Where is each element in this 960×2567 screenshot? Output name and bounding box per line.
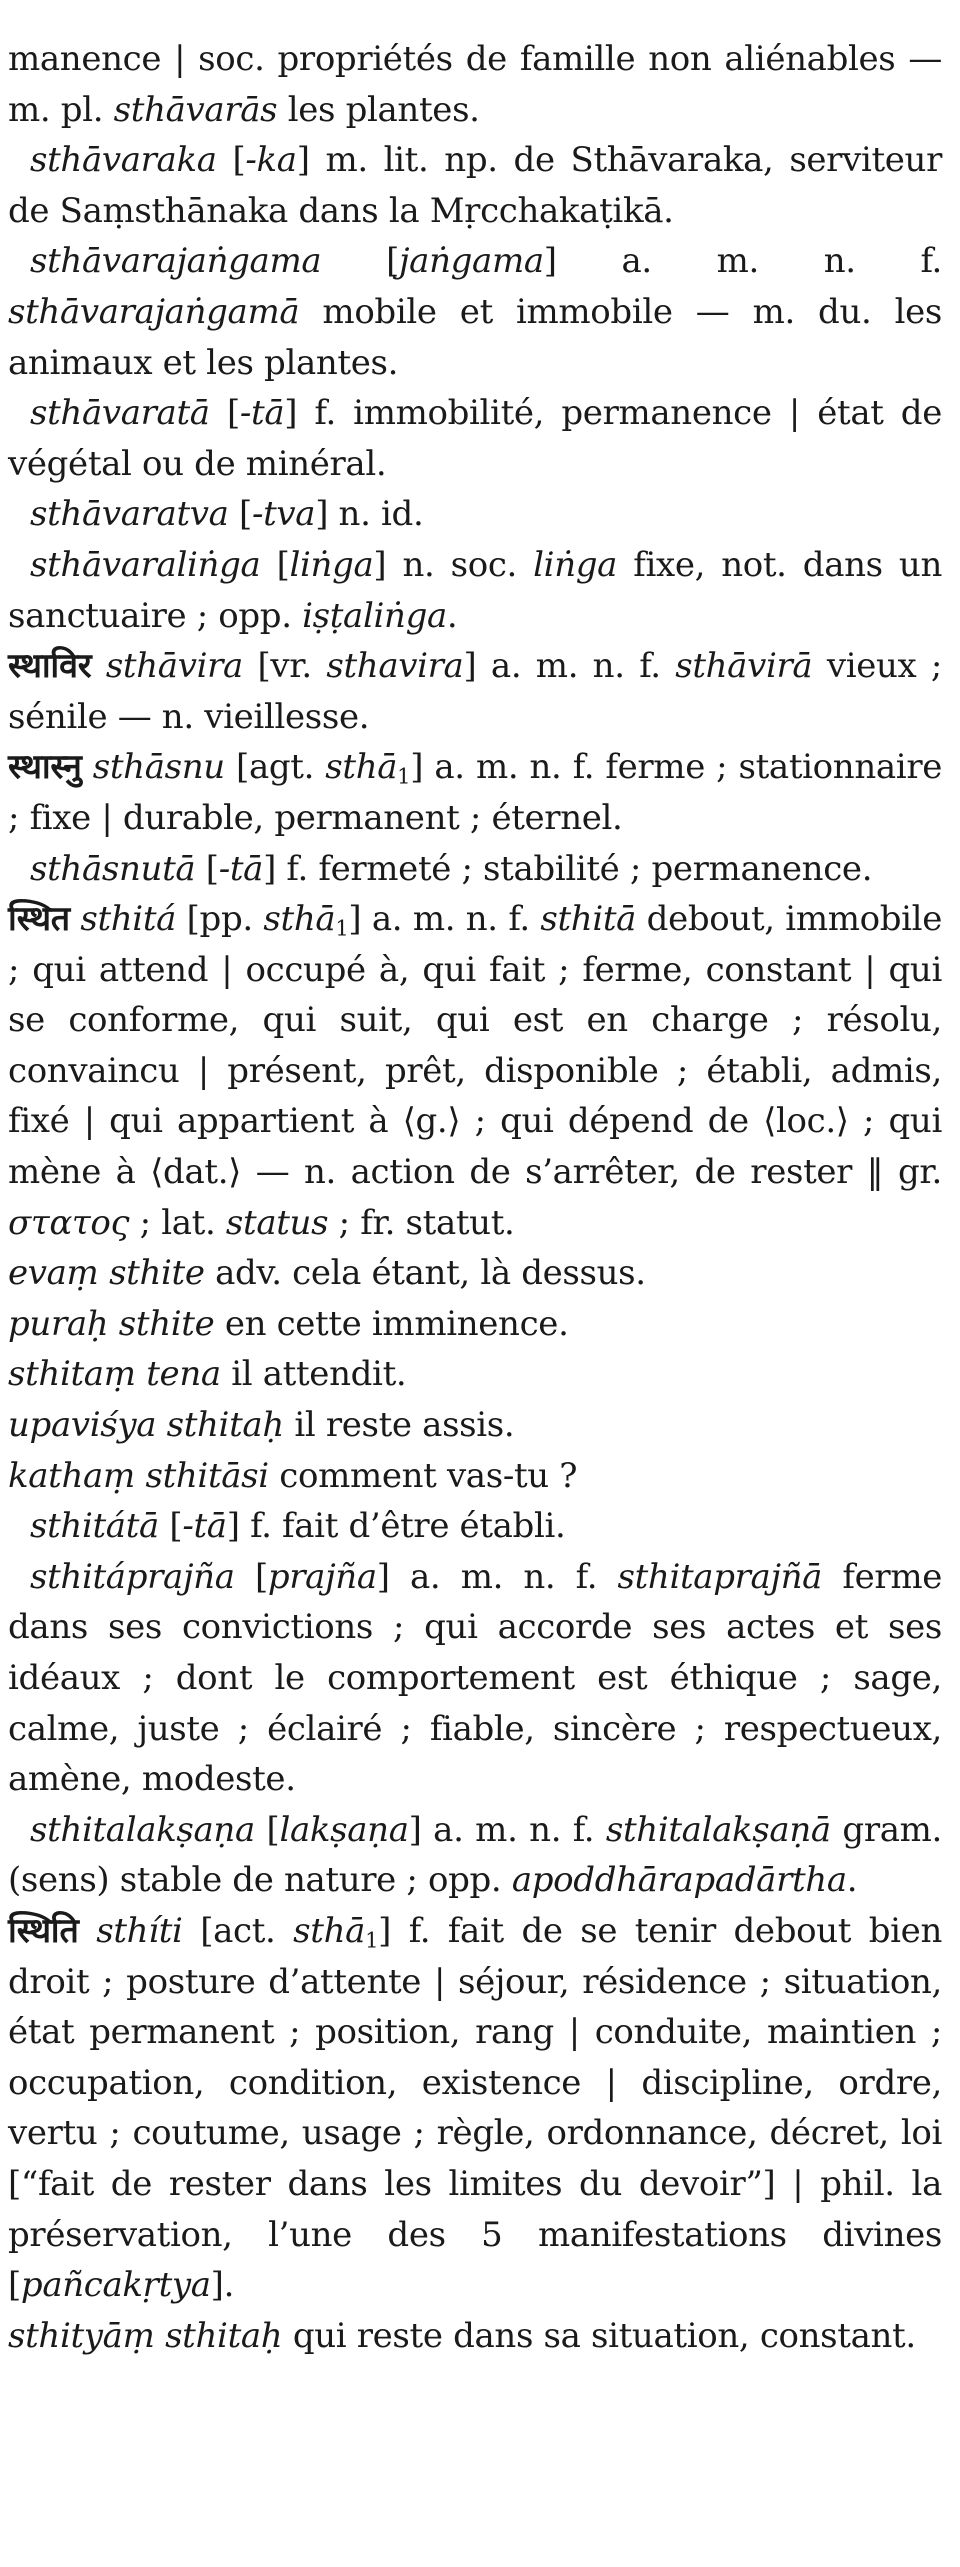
entry-text: ] m. lit. np. de Sthāvaraka, serviteur de Saṃsthānaka dans la Mṛcchakaṭikā.: [8, 140, 943, 231]
devanagari-headword: स्थित: [8, 899, 70, 940]
italic-term: sthāsnu: [92, 747, 225, 788]
italic-term: upaviśya sthitaḥ: [8, 1405, 284, 1446]
entry-text: en cette imminence.: [214, 1303, 569, 1344]
italic-term: -tva: [251, 494, 316, 535]
entry-text: ] n. id.: [315, 494, 424, 535]
entry-text: ] a. m. n. f.: [543, 241, 942, 282]
dictionary-entry: [8, 1299, 942, 1350]
dictionary-entry: [8, 1906, 942, 2311]
entry-text: ].: [210, 2265, 235, 2306]
dictionary-entry: [8, 1400, 942, 1451]
italic-term: kathaṃ sthitāsi: [8, 1455, 269, 1496]
entry-text: [79, 1911, 97, 1951]
dictionary-entry: [8, 2311, 942, 2362]
dictionary-entry: [8, 540, 942, 641]
italic-term: liṅga: [533, 544, 618, 585]
entry-text: [: [228, 494, 252, 535]
italic-term: sthāvarajaṅgama: [30, 241, 322, 282]
entry-text: [: [254, 1809, 280, 1850]
entry-text: ] f. fait de se tenir debout bien droit ; posture d’attente | séjour, résidence ; situation, état permanent ; position, rang | conduite, maintien ; occupation, condition, existence | discipline, ordre, vertu ; coutume, usage ; règle, ordonnance, décret, loi [“fait de rester dans les limites du devoir”] | phil. la préservation, l’une des 5 manifestations divines [: [8, 1910, 943, 2306]
italic-term: sthityāṃ sthitaḥ: [8, 2315, 283, 2356]
italic-term: jaṅgama: [398, 241, 544, 282]
italic-term: status: [225, 1202, 329, 1243]
italic-term: sthāvaratā: [30, 393, 210, 434]
entry-text: ] a. m. n. f.: [408, 1809, 606, 1850]
entry-text: debout, immobile ; qui attend | occupé à, qui fait ; ferme, constant | qui se conforme, qui suit, qui est en charge ; résolu, convaincu | présent, prêt, disponible ; établi, admis, fixé | qui appartient à ⟨g.⟩ ; qui dépend de ⟨loc.⟩ ; qui mène à ⟨dat.⟩ — n. action de s’arrêter, de rester ‖ gr.: [8, 899, 942, 1193]
entry-text: ferme dans ses convictions ; qui accorde ses actes et ses idéaux ; dont le comportement est éthique ; sage, calme, juste ; éclairé ; fiable, sincère ; respectueux, amène, modeste.: [8, 1556, 942, 1800]
italic-term: sthāvaraka: [30, 140, 217, 181]
italic-term: sthāvarās: [113, 89, 278, 130]
dictionary-entry: [8, 1451, 942, 1502]
entry-text: ] f. fait d’être établi.: [226, 1506, 566, 1547]
entry-text: ] a. m. n. f.: [376, 1556, 618, 1597]
italic-term: sthitáprajña: [30, 1556, 235, 1597]
entry-text: comment vas-tu ?: [268, 1455, 578, 1496]
italic-term: puraḥ sthite: [8, 1303, 215, 1344]
homonym-index: 1: [397, 763, 411, 789]
entry-text: [pp.: [176, 899, 264, 940]
italic-term: iṣṭaliṅga: [302, 595, 447, 636]
entry-text: [70, 899, 81, 939]
dictionary-entry: [8, 388, 942, 489]
entry-text: vieux ; sénile — n. vieillesse.: [8, 646, 942, 737]
entry-text: ; lat.: [129, 1202, 226, 1243]
italic-term: -ka: [245, 140, 297, 181]
italic-term: sthā: [325, 747, 398, 788]
dictionary-entry: [8, 1349, 942, 1400]
italic-term: sthitā: [540, 899, 637, 940]
italic-term: -tā: [182, 1506, 227, 1547]
entry-text: adv. cela étant, là dessus.: [204, 1253, 646, 1294]
entry-text: ] f. immobilité, permanence | état de végétal ou de minéral.: [8, 393, 942, 484]
dictionary-entries: [8, 34, 942, 2361]
dictionary-entry: [8, 135, 942, 236]
entry-text: ] n. soc.: [373, 544, 534, 585]
italic-term: prajña: [267, 1556, 377, 1597]
italic-term: liṅga: [289, 544, 374, 585]
dictionary-entry: [8, 1552, 942, 1805]
entry-text: ] a. m. n. f.: [463, 646, 676, 687]
entry-text: [: [216, 140, 246, 181]
dictionary-entry: [8, 894, 942, 1248]
entry-text: ] a. m. n. f. ferme ; stationnaire ; fixe | durable, permanent ; éternel.: [8, 747, 942, 838]
homonym-index: 1: [335, 915, 349, 941]
dictionary-entry: [8, 641, 942, 742]
italic-term: sthāvira: [105, 646, 243, 687]
italic-term: sthā: [263, 899, 336, 940]
entry-text: [agt.: [224, 747, 326, 788]
italic-term: -tā: [239, 393, 285, 434]
dictionary-entry: [8, 34, 942, 135]
homonym-index: 1: [365, 1927, 379, 1953]
entry-text: [91, 646, 106, 686]
dictionary-entry: [8, 742, 942, 843]
dictionary-entry: [8, 1501, 942, 1552]
entry-text: [vr.: [242, 646, 327, 687]
italic-term: sthāvaraliṅga: [30, 544, 261, 585]
italic-term: sthitátā: [30, 1506, 159, 1547]
entry-text: fixe, not. dans un sanctuaire ; opp.: [8, 544, 942, 636]
devanagari-headword: स्थास्नु: [8, 747, 82, 788]
dictionary-entry: [8, 844, 942, 895]
entry-text: il reste assis.: [283, 1405, 515, 1446]
dictionary-entry: [8, 236, 942, 388]
entry-text: [: [195, 848, 219, 889]
entry-text: les plantes.: [277, 89, 480, 130]
entry-text: il attendit.: [220, 1354, 407, 1395]
italic-term: apoddhārapadārtha: [511, 1860, 847, 1901]
italic-term: sthāvirā: [675, 646, 813, 687]
italic-term: sthitalakṣaṇa: [30, 1809, 255, 1850]
italic-term: lakṣaṇa: [279, 1809, 409, 1850]
italic-term: sthāsnutā: [30, 848, 196, 889]
entry-text: [: [260, 544, 290, 585]
italic-term: sthāvarajaṅgamā: [8, 291, 300, 332]
entry-text: qui reste dans sa situation, constant.: [282, 2315, 916, 2356]
italic-term: sthitalakṣaṇā: [605, 1809, 831, 1850]
entry-text: [: [158, 1506, 183, 1547]
entry-text: gram. (sens) stable de nature ; opp.: [8, 1809, 943, 1901]
entry-text: .: [446, 595, 458, 636]
entry-text: [: [234, 1556, 268, 1597]
dictionary-entry: [8, 1248, 942, 1299]
entry-text: mobile et immobile — m. du. les animaux et les plantes.: [8, 291, 942, 383]
italic-term: evaṃ sthite: [8, 1253, 205, 1294]
entry-text: ] f. fermeté ; stabilité ; permanence.: [263, 848, 873, 889]
entry-text: ; fr. statut.: [328, 1202, 515, 1243]
devanagari-headword: स्थाविर: [8, 646, 92, 687]
italic-term: sthíti: [96, 1910, 183, 1951]
entry-text: [: [321, 241, 399, 282]
italic-term: στατος: [8, 1202, 130, 1243]
italic-term: sthitá: [80, 899, 177, 940]
entry-text: ] a. m. n. f.: [348, 899, 541, 940]
entry-text: .: [846, 1860, 858, 1901]
italic-term: pañcakṛtya: [20, 2265, 211, 2306]
italic-term: sthā: [293, 1910, 366, 1951]
dictionary-entry: [8, 1805, 942, 1906]
dictionary-entry: [8, 489, 942, 540]
entry-text: [act.: [182, 1910, 294, 1951]
italic-term: sthitaṃ tena: [8, 1354, 221, 1395]
entry-text: [: [209, 393, 240, 434]
devanagari-headword: स्थिति: [8, 1910, 79, 1951]
italic-term: sthāvaratva: [30, 494, 229, 535]
entry-text: [82, 747, 93, 787]
italic-term: sthitaprajñā: [617, 1556, 823, 1597]
italic-term: -tā: [218, 848, 264, 889]
italic-term: sthavira: [326, 646, 464, 687]
entry-text: manence | soc. propriétés de famille non aliénables — m. pl.: [8, 39, 942, 130]
